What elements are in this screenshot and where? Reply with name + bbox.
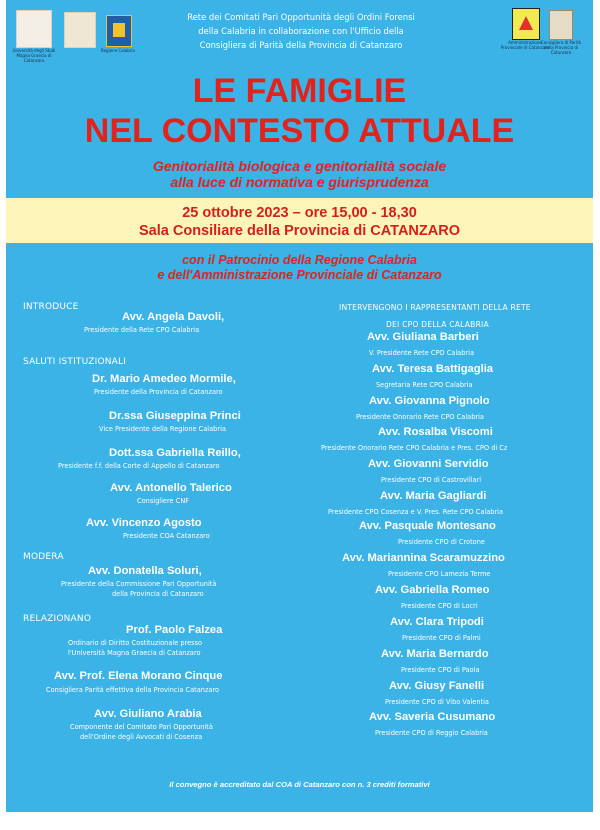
speaker-role: dell'Ordine degli Avvocati di Cosenza	[80, 733, 203, 741]
speaker-name: Avv. Prof. Elena Morano Cinque	[54, 670, 223, 682]
speaker-role: Presidente CPO di Paola	[401, 666, 480, 674]
speaker-role: Presidente della Rete CPO Calabria	[84, 326, 200, 334]
section-relazionano-label: RELAZIONANO	[23, 614, 92, 624]
poster	[6, 0, 593, 812]
speaker-role: Consigliera Parità effettiva della Provincia Catanzaro	[46, 686, 220, 694]
speaker-name: Avv. Teresa Battigaglia	[372, 363, 494, 375]
event-venue: Sala Consiliare della Provincia di CATANZARO	[139, 223, 460, 239]
speaker-role: Presidente Onorario Rete CPO Calabria	[356, 413, 484, 421]
speaker-name: Dr.ssa Giuseppina Princi	[109, 410, 241, 422]
speaker-role: Ordinario di Diritto Costituzionale presso	[68, 639, 203, 647]
speaker-name: Avv. Vincenzo Agosto	[86, 517, 202, 529]
speaker-name: Prof. Paolo Falzea	[126, 624, 223, 636]
speaker-name: Avv. Mariannina Scaramuzzino	[342, 552, 505, 564]
speaker-name: Dott.ssa Gabriella Reillo,	[109, 447, 241, 459]
organizer-line: della Calabria in collaborazione con l'Ufficio della	[198, 26, 404, 36]
patronage-line: con il Patrocinio della Regione Calabria	[182, 253, 417, 267]
logo-caption: Università degli Studi Magna Graecia di Catanzaro	[12, 48, 56, 63]
subtitle-line: alla luce di normativa e giurisprudenza	[170, 174, 429, 190]
speaker-name: Avv. Giovanna Pignolo	[369, 395, 490, 407]
speaker-role: Presidente della Commissione Pari Opportunità	[61, 580, 217, 588]
speaker-role: Presidente f.f. della Corte di Appello di Catanzaro	[58, 462, 220, 470]
main-title-line: LE FAMIGLIE	[192, 72, 407, 110]
regione-calabria-icon	[106, 15, 132, 47]
logo-caption: Consigliera di Parità della Provincia di Catanzaro	[541, 40, 581, 55]
organizer-text	[146, 10, 456, 52]
patronage-line: e dell'Amministrazione Provinciale di Catanzaro	[157, 268, 442, 282]
speaker-role: Presidente CPO Cosenza e V. Pres. Rete CPO Calabria	[328, 508, 504, 516]
speaker-name: Avv. Giuliana Barberi	[367, 331, 479, 343]
speaker-role: Segretaria Rete CPO Calabria	[376, 381, 473, 389]
speaker-role: Presidente CPO di Reggio Calabria	[375, 729, 488, 737]
speaker-role: Presidente CPO di Vibo Valentia	[385, 698, 489, 706]
speaker-role: Presidente CPO Lamezia Terme	[388, 570, 491, 578]
section-modera-label: MODERA	[23, 552, 64, 562]
organizer-line: Consigliera di Parità della Provincia di Catanzaro	[199, 40, 403, 50]
speaker-role: Presidente CPO di Locri	[401, 602, 478, 610]
speaker-role: Presidente CPO di Castrovillari	[381, 476, 482, 484]
subtitle-line: Genitorialità biologica e genitorialità sociale	[152, 158, 447, 174]
speaker-name: Avv. Maria Gagliardi	[380, 490, 487, 502]
coa-crest-icon	[64, 12, 96, 48]
logo-caption: Amministrazione Provinciale di Catanzaro	[500, 40, 550, 50]
speaker-name: Avv. Clara Tripodi	[390, 616, 484, 628]
speaker-role: l'Università Magna Graecia di Catanzaro	[68, 649, 201, 657]
speaker-role: Presidente Onorario Rete CPO Calabria e Pres. CPO di Cz	[321, 444, 508, 452]
university-crest-icon	[16, 10, 52, 48]
speaker-name: Avv. Pasquale Montesano	[359, 520, 496, 532]
organizer-line: Rete dei Comitati Pari Opportunità degli Ordini Forensi	[187, 12, 415, 22]
section-intervengono-label: INTERVENGONO I RAPPRESENTANTI DELLA RETE	[339, 303, 531, 312]
speaker-name: Avv. Donatella Soluri,	[88, 565, 202, 577]
speaker-name: Avv. Antonello Talerico	[110, 482, 232, 494]
speaker-name: Avv. Giovanni Servidio	[368, 458, 489, 470]
speaker-role: V. Presidente Rete CPO Calabria	[369, 349, 474, 357]
speaker-role: Presidente CPO di Crotone	[398, 538, 485, 546]
speaker-name: Avv. Maria Bernardo	[381, 648, 489, 660]
speaker-role: Componente del Comitato Pari Opportunità	[70, 723, 213, 731]
speaker-name: Avv. Giusy Fanelli	[389, 680, 485, 692]
accreditation-note: Il convegno è accreditato dal COA di Catanzaro con n. 3 crediti formativi	[169, 780, 430, 789]
main-title-line: NEL CONTESTO ATTUALE	[84, 112, 515, 150]
speaker-role: Vice Presidente della Regione Calabria	[99, 425, 226, 433]
speaker-role: Presidente della Provincia di Catanzaro	[94, 388, 223, 396]
event-date-time: 25 ottobre 2023 – ore 15,00 - 18,30	[182, 205, 417, 221]
speaker-role: Consigliere CNF	[137, 497, 190, 505]
section-intervengono-label: DEI CPO DELLA CALABRIA	[386, 320, 489, 329]
speaker-name: Avv. Gabriella Romeo	[375, 584, 490, 596]
speaker-name: Avv. Rosalba Viscomi	[378, 426, 493, 438]
speaker-name: Avv. Angela Davoli,	[122, 311, 225, 323]
speaker-role: Presidente CPO di Palmi	[402, 634, 481, 642]
logo-caption: Regione Calabria	[101, 48, 135, 53]
speaker-role: della Provincia di Catanzaro	[112, 590, 204, 598]
section-introduce-label: INTRODUCE	[23, 302, 79, 312]
page-margin	[0, 812, 600, 830]
section-saluti-label: SALUTI ISTITUZIONALI	[23, 357, 127, 367]
speaker-name: Avv. Giuliano Arabia	[94, 708, 202, 720]
consigliera-crest-icon	[549, 10, 573, 40]
speaker-role: Presidente COA Catanzaro	[123, 532, 210, 540]
speaker-name: Avv. Saveria Cusumano	[369, 711, 496, 723]
speaker-name: Dr. Mario Amedeo Mormile,	[92, 373, 236, 385]
provincia-crest-icon	[512, 8, 540, 40]
